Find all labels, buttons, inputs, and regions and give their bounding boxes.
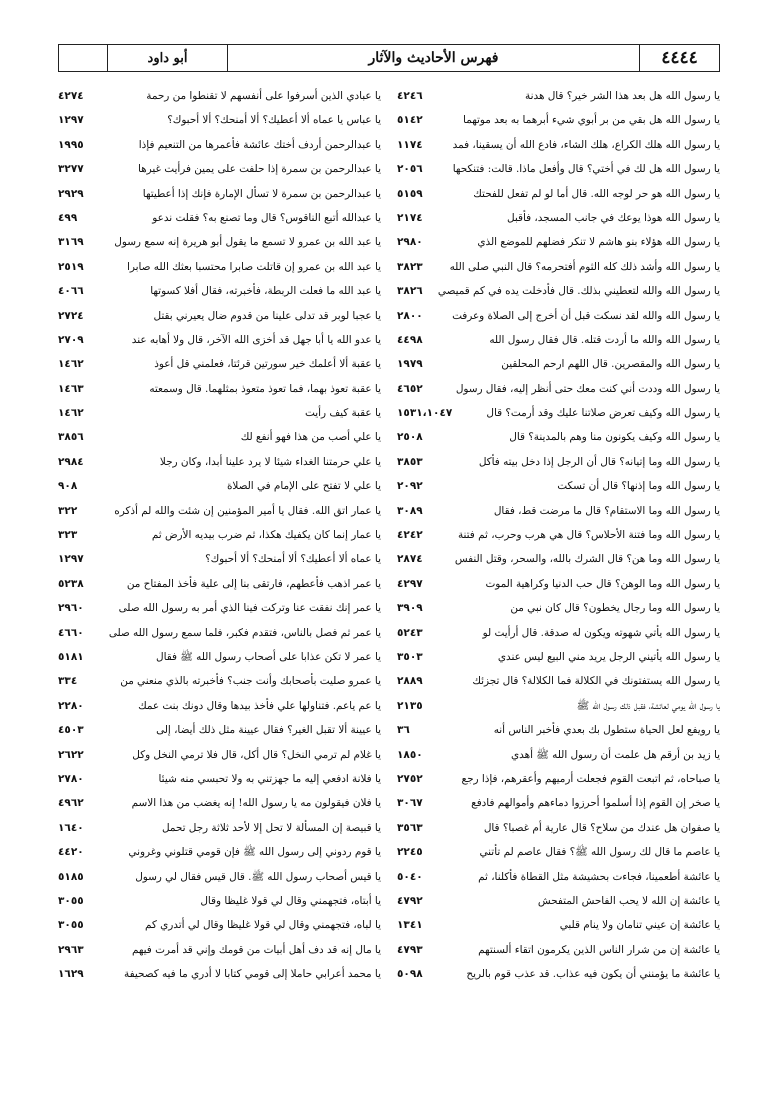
hadith-text: يا صفوان هل عندك من سلاح؟ قال عارية أم غصبا؟ قال (483, 821, 720, 834)
hadith-text: يا رسول الله وما فتنة الأحلاس؟ قال هي هرب وحرب، ثم فتنة (457, 529, 720, 542)
hadith-text: يا رسول الله وما الوهن؟ قال حب الدنيا وكراهية الموت (485, 577, 720, 590)
hadith-text: يا رسول الله والمقصرين. قال اللهم ارحم المحلقين (501, 358, 720, 371)
hadith-number: ٣٨٢٣ (397, 260, 423, 273)
hadith-text: يا محمد أعرابي حاملا إلى قومي كتابا لا أدري ما فيه كصحيفة (124, 968, 381, 981)
index-columns (58, 84, 720, 986)
hadith-number: ٢٧٨٠ (58, 772, 84, 785)
hadith-number: ٥١٨٥ (58, 870, 84, 883)
hadith-number: ١٨٥٠ (397, 748, 423, 761)
hadith-text: يا رسول الله يستفتونك في الكلالة فما الكلالة؟ قال تجزئك (472, 675, 720, 688)
hadith-text: يا رسول الله وما هن؟ قال الشرك بالله، والسحر، وقتل النفس (454, 553, 720, 566)
hadith-number: ٣٥٠٣ (397, 650, 423, 663)
hadith-number: ٣٥٦٣ (397, 821, 423, 834)
hadith-number: ٣٠٦٧ (397, 797, 423, 810)
hadith-text: يا عبدالله أتبع الناقوس؟ قال وما تصنع به؟ فقلت ندعو (152, 211, 381, 224)
index-entry (397, 547, 720, 571)
hadith-number: ٣٩٠٩ (397, 602, 423, 615)
hadith-number: ٤٦٥٢ (397, 382, 423, 395)
index-entry (58, 913, 381, 937)
hadith-text: يا عبادي الذين أسرفوا على أنفسهم لا تقنطوا من رحمة (146, 90, 381, 102)
hadith-text: يا عقبة كيف رأيت (305, 407, 381, 420)
index-entry (58, 669, 381, 693)
hadith-text: يا عمار اتق الله. فقال يا أمير المؤمنين إن شئت والله لم أذكره (114, 504, 381, 517)
index-entry (58, 816, 381, 840)
index-entry (58, 547, 381, 571)
hadith-number: ٢٠٩٢ (397, 480, 423, 493)
index-entry (397, 694, 720, 718)
hadith-number: ٢٩٢٩ (58, 187, 84, 200)
hadith-number: ٥١٤٢ (397, 114, 423, 127)
index-entry (58, 157, 381, 181)
index-entry (58, 865, 381, 889)
index-entry (397, 182, 720, 206)
hadith-number: ١٩٧٩ (397, 358, 423, 371)
hadith-text: يا عبد الله ما فعلت الربطة، فأخبرته، فقال أفلا كسوتها (150, 285, 381, 298)
index-entry (58, 645, 381, 669)
hadith-text: يا رسول الله هل لك في أختي؟ قال وأفعل ماذا. قالت: فتنكحها (452, 163, 720, 176)
hadith-text: يا زيد بن أرقم هل علمت أن رسول الله ﷺ أهدي (511, 748, 720, 761)
index-entry (397, 718, 720, 742)
hadith-text: يا عبد الله بن عمرو إن قاتلت صابرا محتسبا بعثك الله صابرا (126, 260, 381, 273)
index-entry (58, 791, 381, 815)
index-entry (397, 499, 720, 523)
hadith-text: يا رسول الله وكيف يكونون منا وهم بالمدينة؟ قال (509, 431, 720, 444)
hadith-text: يا رسول الله يومي لعائشة، فقبل ذلك رسول الله ﷺ (576, 699, 720, 712)
index-entry (397, 938, 720, 962)
index-entry (397, 743, 720, 767)
book-name: أبو داود (107, 45, 227, 71)
hadith-number: ٤٢٤٢ (397, 529, 423, 542)
hadith-number: ١٩٩٥ (58, 138, 84, 151)
hadith-number: ١٤٦٢ (58, 358, 84, 371)
hadith-text: يا علي حرمتنا الغداء شيئا لا يرد علينا أبدا، وكان رجلا (159, 455, 381, 468)
hadith-number: ٤٢٧٤ (58, 90, 84, 102)
hadith-text: يا رسول الله هل بقي من بر أبوي شيء أبرهما به بعد موتهما (463, 114, 720, 127)
index-entry (58, 474, 381, 498)
index-entry (58, 889, 381, 913)
hadith-text: يا رسول الله وما رجال يخطون؟ قال كان نبي من (510, 602, 720, 615)
index-entry (58, 743, 381, 767)
index-entry (397, 669, 720, 693)
hadith-number: ٢٩٨٠ (397, 236, 423, 249)
hadith-text: يا عباس يا عماه ألا أعطيك؟ ألا أمنحك؟ ألا أحبوك؟ (167, 114, 381, 127)
hadith-number: ٤٦٦٠ (58, 626, 84, 639)
hadith-number: ٣٨٢٦ (397, 285, 423, 298)
index-entry (397, 377, 720, 401)
hadith-number: ٢٥٠٨ (397, 431, 423, 444)
hadith-text: يا رسول الله والله ما أردت قتله. قال فقال رسول الله (489, 333, 720, 346)
hadith-number: ١٦٢٩ (58, 968, 84, 981)
index-entry (397, 865, 720, 889)
index-entry (397, 791, 720, 815)
index-entry (397, 913, 720, 937)
hadith-text: يا عائشة ما يؤمنني أن يكون فيه عذاب. قد عذب قوم بالريح (466, 968, 720, 981)
index-entry (397, 425, 720, 449)
hadith-number: ٣٠٥٥ (58, 894, 84, 907)
hadith-text: يا رسول الله وددت أني كنت معك حتى أنظر إليه، فقال رسول (455, 382, 720, 395)
index-entry (58, 938, 381, 962)
hadith-number: ٥٢٤٣ (397, 626, 423, 639)
index-entry (397, 523, 720, 547)
index-entry (397, 255, 720, 279)
hadith-number: ٢٠٥٦ (397, 163, 423, 176)
hadith-number: ١٣٤١ (397, 919, 423, 932)
index-entry (397, 840, 720, 864)
hadith-number: ٢٢٨٠ (58, 699, 84, 712)
hadith-number: ٢٨٠٠ (397, 309, 423, 322)
index-entry (397, 474, 720, 498)
hadith-text: يا عائشة إن من شرار الناس الذين يكرمون اتقاء ألسنتهم (478, 943, 720, 956)
hadith-number: ٤٢٩٧ (397, 577, 423, 590)
index-entry (397, 767, 720, 791)
index-entry (58, 718, 381, 742)
hadith-text: يا قيس أصحاب رسول الله ﷺ. قال قيس فقال لي رسول (135, 870, 381, 883)
hadith-number: ٢١٣٥ (397, 699, 423, 712)
hadith-number: ٥٠٤٠ (397, 870, 423, 883)
hadith-text: يا لباه، فتجهمني وقال لي قولا غليظا وقال لي أتدري كم (144, 919, 381, 932)
hadith-text: يا عيينة ألا تقبل الغير؟ فقال عيينة مثل ذلك أيضا، إلى (156, 724, 381, 737)
index-entry (397, 206, 720, 230)
hadith-number: ٤٤٩٨ (397, 333, 423, 346)
hadith-number: ٥٠٩٨ (397, 968, 423, 981)
hadith-text: يا رسول الله يأتي شهوته ويكون له صدقة. قال أرأيت لو (482, 626, 720, 639)
index-entry (397, 572, 720, 596)
hadith-text: يا عقبة تعوذ بهما، فما تعوذ متعوذ بمثلهما. قال وسمعته (149, 382, 381, 395)
hadith-text: يا عماه ألا أعطيك؟ ألا أمنحك؟ ألا أحبوك؟ (205, 553, 381, 566)
index-entry (58, 206, 381, 230)
index-entry (58, 596, 381, 620)
hadith-text: يا قبيصة إن المسألة لا تحل إلا لأحد ثلاثة رجل تحمل (161, 821, 381, 834)
index-entry (58, 279, 381, 303)
index-entry (58, 401, 381, 425)
hadith-text: يا مال إنه قد دف أهل أبيات من قومك وإني قد أمرت فيهم (131, 943, 381, 956)
hadith-number: ٢١٧٤ (397, 211, 423, 224)
index-entry (58, 182, 381, 206)
index-entry (397, 645, 720, 669)
hadith-number: ٢٧٥٢ (397, 772, 423, 785)
hadith-number: ٣٦ (397, 724, 410, 737)
hadith-text: يا رسول الله وكيف تعرض صلاتنا عليك وقد أرمت؟ قال (486, 407, 720, 420)
index-title: فهرس الأحاديث والآثار (227, 45, 639, 71)
hadith-number: ٥١٥٩ (397, 187, 423, 200)
hadith-text: يا عاصم ما قال لك رسول الله ﷺ؟ فقال عاصم لم تأتني (479, 846, 720, 859)
hadith-text: يا عمار إنما كان يكفيك هكذا، ثم ضرب بيديه الأرض ثم (151, 529, 381, 542)
hadith-number: ٢٨٧٤ (397, 553, 423, 566)
index-entry (397, 889, 720, 913)
hadith-text: يا عبد الله بن عمرو لا تسمع ما يقول أبو هريرة إنه سمع رسول (114, 236, 381, 249)
index-entry (58, 572, 381, 596)
hadith-text: يا عدو الله يا أبا جهل قد أخزى الله الآخر، قال ولا أهابه عند (131, 333, 381, 346)
hadith-number: ٣٨٥٣ (397, 455, 423, 468)
hadith-number: ٢٢٤٥ (397, 846, 423, 859)
hadith-text: يا علي لا تفتح على الإمام في الصلاة (226, 480, 381, 493)
hadith-number: ٢٧٢٤ (58, 309, 84, 322)
index-entry (397, 352, 720, 376)
hadith-number: ٤٧٩٢ (397, 894, 423, 907)
hadith-number: ٥٢٣٨ (58, 577, 84, 590)
hadith-text: يا عم ياعم. فتناولها علي فأخذ بيدها وقال دونك بنت عمك (138, 699, 381, 712)
index-entry (397, 84, 720, 108)
index-entry (397, 962, 720, 986)
index-entry (58, 962, 381, 986)
index-entry (397, 133, 720, 157)
left-column (58, 84, 389, 986)
hadith-number: ٩٠٨ (58, 480, 78, 493)
hadith-number: ٣٢٣ (58, 529, 78, 542)
right-column (389, 84, 720, 986)
hadith-number: ١٢٩٧ (58, 553, 84, 566)
hadith-number: ٢٥١٩ (58, 260, 84, 273)
index-entry (58, 84, 381, 108)
hadith-text: يا عجبا لوبر قد تدلى علينا من قدوم ضال يعيرني بقتل (153, 309, 381, 322)
index-entry (58, 352, 381, 376)
hadith-text: يا عمر اذهب فأعطهم، فارتقى بنا إلى علية فأخذ المفتاح من (126, 577, 381, 590)
index-entry (397, 108, 720, 132)
hadith-number: ١٤٦٣ (58, 382, 84, 395)
hadith-text: يا عائشة أطعمينا، فجاءت بحشيشة مثل القطاة فأكلنا، ثم (478, 870, 720, 883)
hadith-number: ٤٩٩ (58, 211, 78, 224)
hadith-text: يا علي أصب من هذا فهو أنفع لك (240, 431, 381, 444)
hadith-text: يا صخر إن القوم إذا أسلموا أحرزوا دماءهم وأموالهم فادفع (471, 797, 720, 810)
index-entry (397, 279, 720, 303)
index-entry (58, 621, 381, 645)
hadith-text: يا عبدالرحمن أردف أختك عائشة فأعمرها من التنعيم فإذا (138, 138, 381, 151)
hadith-number: ٤٢٤٦ (397, 90, 423, 102)
hadith-text: يا أبتاه، فتجهمني وقال لي قولا غليظا وقال (200, 894, 381, 907)
hadith-number: ٤٥٠٣ (58, 724, 84, 737)
hadith-number: ٣٠٨٩ (397, 504, 423, 517)
hadith-number: ٢٩٨٤ (58, 455, 84, 468)
header-blank-cell (59, 45, 107, 71)
hadith-number: ٣٣٤ (58, 675, 78, 688)
hadith-number: ٤٧٩٣ (397, 943, 423, 956)
hadith-text: يا غلام لم ترمي النخل؟ قال أكل، قال فلا ترمي النخل وكل (132, 748, 381, 761)
hadith-text: يا عمر ثم فصل بالناس، فتقدم فكبر، فلما سمع رسول الله صلى (108, 626, 381, 639)
hadith-text: يا رسول الله هو حر لوجه الله. قال أما لو لم تفعل للفحتك (473, 187, 720, 200)
hadith-number: ٢٩٦٣ (58, 943, 84, 956)
hadith-text: يا رسول الله يأتيني الرجل يريد مني البيع ليس عندي (497, 650, 720, 663)
index-entry (58, 840, 381, 864)
hadith-text: يا قوم ردوني إلى رسول الله ﷺ فإن قومي قتلوني وغروني (128, 846, 381, 859)
index-entry (58, 767, 381, 791)
hadith-number: ٢٧٠٩ (58, 333, 84, 346)
index-entry (58, 255, 381, 279)
index-entry (397, 596, 720, 620)
hadith-number: ١٢٩٧ (58, 114, 84, 127)
index-entry (397, 621, 720, 645)
index-entry (58, 499, 381, 523)
page (58, 44, 720, 1084)
hadith-text: يا رسول الله وما إتيانه؟ قال أن الرجل إذا دخل بيته فأكل (478, 455, 720, 468)
hadith-number: ٢٩٦٠ (58, 602, 84, 615)
hadith-text: يا عائشة إن الله لا يحب الفاحش المتفحش (537, 894, 720, 907)
hadith-text: يا رسول الله والله لتعطيني بذلك. قال فأدخلت يده في كم قميصي (437, 285, 720, 298)
hadith-number: ٤٤٢٠ (58, 846, 84, 859)
hadith-number: ١٤٦٢ (58, 407, 84, 420)
index-entry (58, 133, 381, 157)
hadith-text: يا رسول الله والله لقد نسكت قبل أن أخرج إلى الصلاة وعرفت (452, 309, 720, 322)
index-entry (58, 450, 381, 474)
hadith-text: يا فلان فيقولون مه يا رسول الله! إنه يغضب من هذا الاسم (131, 797, 381, 810)
hadith-number: ٢٨٨٩ (397, 675, 423, 688)
hadith-text: يا عقبة ألا أعلمك خير سورتين قرئتا، فعلمني قل أعوذ (154, 358, 381, 371)
hadith-text: يا رسول الله هؤلاء بنو هاشم لا تنكر فضلهم للموضع الذي (477, 236, 720, 249)
hadith-number: ١٦٤٠ (58, 821, 84, 834)
hadith-number: ٤٠٦٦ (58, 285, 84, 298)
hadith-text: يا عائشة إن عيني تنامان ولا ينام قلبي (559, 919, 720, 932)
index-entry (397, 816, 720, 840)
hadith-number: ٣٢٧٧ (58, 163, 84, 176)
hadith-text: يا رسول الله وما الاستقام؟ قال ما مرضت قط، فقال (493, 504, 720, 517)
hadith-number: ٣٠٥٥ (58, 919, 84, 932)
hadith-text: يا عمر إنك نفقت عنا وتركت فينا الذي أمر به رسول الله صلى (118, 602, 381, 615)
hadith-text: يا رسول الله وما إذنها؟ قال أن تسكت (557, 480, 720, 493)
hadith-text: يا عمر لا تكن عذابا على أصحاب رسول الله ﷺ فقال (156, 650, 381, 663)
hadith-number: ٥١٨١ (58, 650, 84, 663)
index-entry (58, 108, 381, 132)
index-entry (58, 523, 381, 547)
index-entry (397, 230, 720, 254)
hadith-text: يا رسول الله هوذا يوعك في جانب المسجد، فأقبل (506, 211, 720, 224)
index-entry (58, 304, 381, 328)
index-entry (397, 401, 720, 425)
hadith-number: ٣٨٥٦ (58, 431, 84, 444)
index-entry (58, 694, 381, 718)
hadith-number: ١١٧٤ (397, 138, 423, 151)
hadith-number: ٣١٦٩ (58, 236, 84, 249)
index-entry (397, 157, 720, 181)
hadith-text: يا عمرو صليت بأصحابك وأنت جنب؟ فأخبرته بالذي منعني من (120, 675, 381, 688)
index-entry (397, 304, 720, 328)
hadith-text: يا عبدالرحمن بن سمرة لا تسأل الإمارة فإنك إذا أعطيتها (142, 187, 381, 200)
hadith-number: ١٥٣١،١٠٤٧ (397, 407, 453, 420)
hadith-text: يا رويفع لعل الحياة ستطول بك بعدي فأخبر الناس أنه (493, 724, 720, 737)
hadith-number: ٣٢٢ (58, 504, 78, 517)
hadith-text: يا رسول الله هل بعد هذا الشر خير؟ قال هدنة (525, 90, 720, 102)
index-entry (397, 450, 720, 474)
hadith-number: ٢٦٢٢ (58, 748, 84, 761)
hadith-text: يا عبدالرحمن بن سمرة إذا حلفت على يمين فرأيت غيرها (138, 163, 381, 176)
page-header (58, 44, 720, 72)
index-entry (397, 328, 720, 352)
index-entry (58, 328, 381, 352)
page-number: ٤٤٤٤ (639, 45, 719, 71)
index-entry (58, 425, 381, 449)
index-entry (58, 377, 381, 401)
hadith-number: ٤٩٦٢ (58, 797, 84, 810)
hadith-text: يا فلانة ادفعي إليه ما جهزتني به ولا تحبسي منه شيئا (158, 772, 381, 785)
hadith-text: يا رسول الله وأشد ذلك كله الثوم أفتحرمه؟ قال النبي صلى الله (449, 260, 720, 273)
hadith-text: يا رسول الله هلك الكراع، هلك الشاء، فادع الله أن يسقينا، فمد (452, 138, 720, 151)
hadith-text: يا صباحاه، ثم اتبعت القوم فجعلت أرميهم وأعقرهم، فإذا رجع (461, 772, 720, 785)
index-entry (58, 230, 381, 254)
